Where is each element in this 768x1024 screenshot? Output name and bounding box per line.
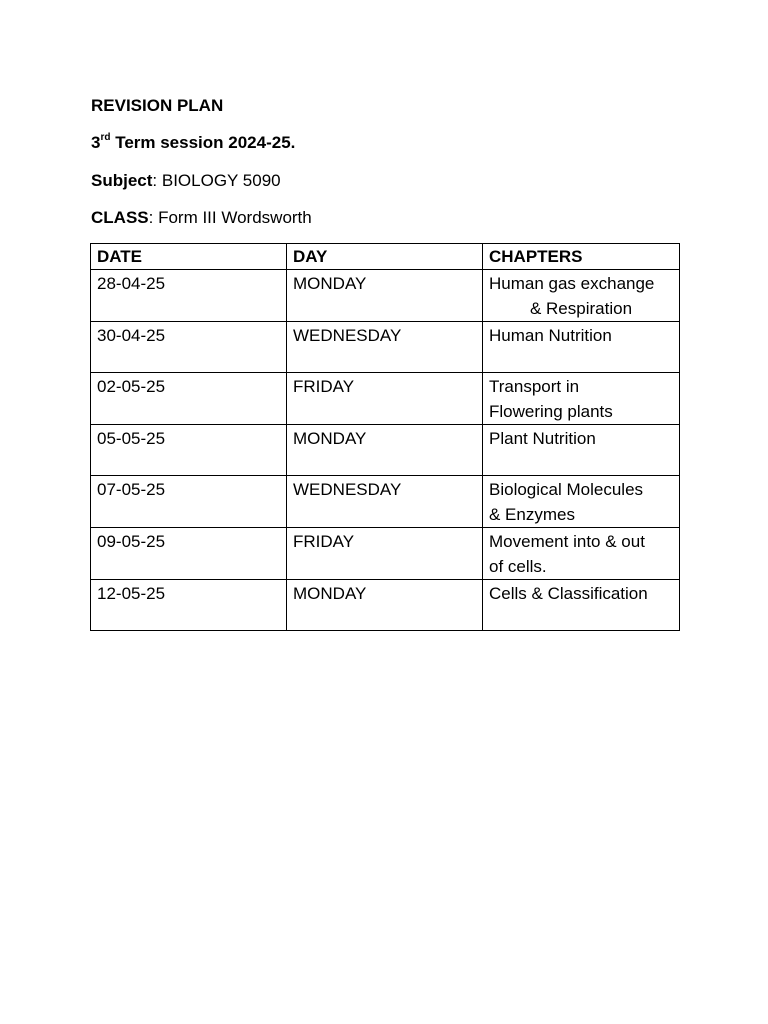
table-row <box>91 373 680 425</box>
cell-day: MONDAY <box>287 270 483 322</box>
cell-date: 28-04-25 <box>91 270 287 322</box>
cell-day: MONDAY <box>287 580 483 631</box>
term-ordinal-suffix: rd <box>100 132 111 144</box>
chapter-line-2: & Enzymes <box>489 505 575 524</box>
class-line <box>91 207 312 229</box>
cell-chapter <box>483 476 680 528</box>
term-ordinal-number: 3 <box>91 133 101 152</box>
chapter-line-1: Transport in <box>489 377 580 396</box>
table-header-row <box>91 244 680 270</box>
page-title: REVISION PLAN <box>91 96 224 115</box>
cell-chapter <box>483 322 680 373</box>
subject-separator: : <box>152 171 162 190</box>
class-separator: : <box>148 208 159 227</box>
table-row <box>91 270 680 322</box>
cell-chapter <box>483 528 680 580</box>
chapter-line-1: Human gas exchange <box>489 274 655 293</box>
cell-day: FRIDAY <box>287 373 483 425</box>
class-label: CLASS <box>91 208 149 227</box>
chapter-line-1: Biological Molecules <box>489 480 644 499</box>
table-row <box>91 425 680 476</box>
cell-date: 30-04-25 <box>91 322 287 373</box>
table-row <box>91 580 680 631</box>
chapter-line-1: Human Nutrition <box>489 326 612 345</box>
chapter-line-1: Cells & Classification <box>489 584 648 603</box>
chapter-line-1: Movement into & out <box>489 532 645 551</box>
cell-chapter <box>483 425 680 476</box>
subject-label: Subject <box>91 171 153 190</box>
cell-day: WEDNESDAY <box>287 322 483 373</box>
table-row <box>91 322 680 373</box>
cell-chapter <box>483 373 680 425</box>
header-chapters: CHAPTERS <box>483 244 680 270</box>
table-row <box>91 528 680 580</box>
subject-line <box>91 170 281 192</box>
term-line <box>91 132 295 154</box>
cell-day: MONDAY <box>287 425 483 476</box>
cell-date: 07-05-25 <box>91 476 287 528</box>
header-date: DATE <box>91 244 287 270</box>
chapter-line-2: & Respiration <box>529 299 633 318</box>
subject-value: BIOLOGY 5090 <box>161 171 281 190</box>
cell-date: 05-05-25 <box>91 425 287 476</box>
cell-date: 12-05-25 <box>91 580 287 631</box>
chapter-line-2: of cells. <box>489 557 547 576</box>
cell-chapter <box>483 580 680 631</box>
cell-day: FRIDAY <box>287 528 483 580</box>
class-value: Form III Wordsworth <box>158 208 312 227</box>
table-row <box>91 476 680 528</box>
cell-chapter <box>483 270 680 322</box>
header-day: DAY <box>287 244 483 270</box>
cell-date: 02-05-25 <box>91 373 287 425</box>
cell-day: WEDNESDAY <box>287 476 483 528</box>
cell-date: 09-05-25 <box>91 528 287 580</box>
chapter-line-1: Plant Nutrition <box>489 429 596 448</box>
term-rest: Term session 2024-25. <box>110 133 296 152</box>
chapter-line-2: Flowering plants <box>489 402 613 421</box>
revision-table <box>90 243 680 631</box>
